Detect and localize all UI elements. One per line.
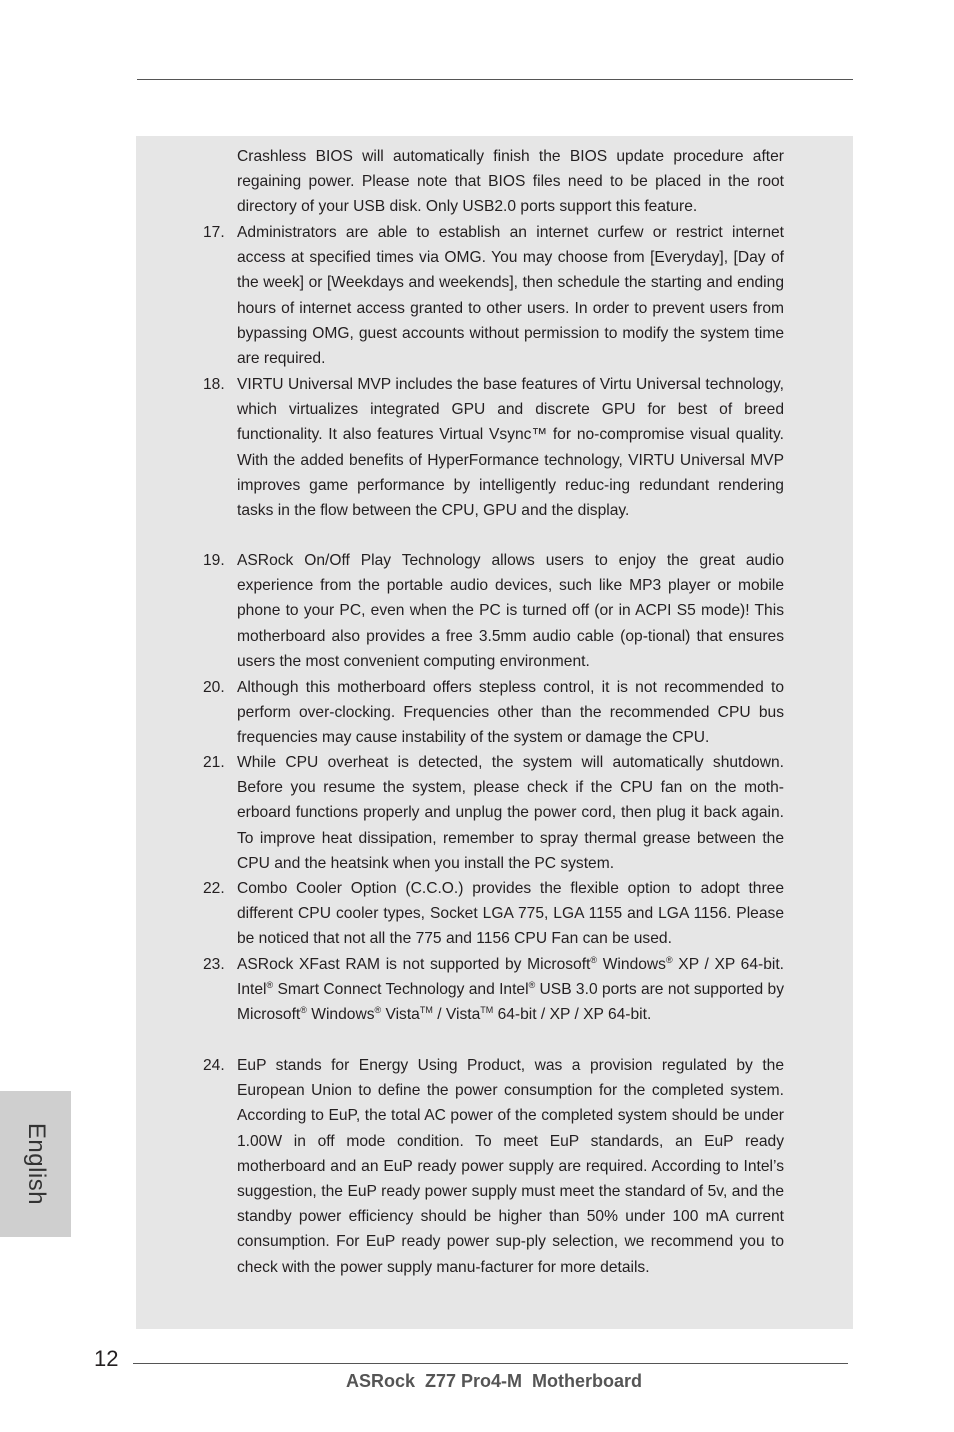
list-item-text-20: Although this motherboard offers stepless control, it is not recommended to perform over-clocking. Frequencies other than the recommended CPU bus frequencies may cause instability of the system or damage the CPU. (237, 679, 784, 747)
list-item-number-22: 22. (203, 880, 225, 897)
list-item-text-23: ASRock XFast RAM is not supported by Microsoft® Windows® XP / XP 64-bit. Intel® Smart Connect Technology and Intel® USB 3.0 ports are not supported by Microsoft® Windows® Vista™ / Vista™ 64-bit / XP / XP 64-bit. (237, 955, 785, 1024)
list-item-number-24: 24. (203, 1057, 225, 1074)
list-item-number-21: 21. (203, 754, 225, 771)
trademark-mark: TM (480, 1005, 494, 1016)
list-item-number-23: 23. (203, 956, 225, 973)
list-item-text-18: VIRTU Universal MVP includes the base features of Virtu Universal technology, which virtualizes integrated GPU and discrete GPU for best of breed functionality. It also features Virtual Vsync™ for no-compromise visual quality. With the added benefits of HyperFormance technology, VIRTU Universal MVP improves game performance by intelligently reduc-ing redundant rendering tasks in the flow between the CPU, GPU and the display. (237, 376, 784, 520)
header-rule (137, 79, 853, 80)
registered-mark: ® (590, 955, 598, 965)
list-item-number-17: 17. (203, 224, 225, 241)
list-item-number-20: 20. (203, 679, 225, 696)
list-item-text-21: While CPU overheat is detected, the system will automatically shutdown. Before you resume the system, please check if the CPU fan on the moth-erboard functions properly and unplug the power cord, then plug it back again. To improve heat dissipation, remember to spray thermal grease between the CPU and the heatsink when you install the PC system. (237, 754, 784, 872)
list-item-text-19: ASRock On/Off Play Technology allows users to enjoy the great audio experience from the portable audio devices, such like MP3 player or mobile phone to your PC, even when the PC is turned off (or in ACPI S5 mode)! This motherboard also provides a free 3.5mm audio cable (op-tional) that ensures users the most convenient computing environment. (237, 552, 784, 670)
list-item-text-16-continued: Crashless BIOS will automatically finish the BIOS update procedure after regaining power. Please note that BIOS files need to be placed in the root directory of your USB disk. Only USB2.0 ports support this feature. (237, 148, 784, 216)
list-item-text-22: Combo Cooler Option (C.C.O.) provides the flexible option to adopt three different CPU cooler types, Socket LGA 775, LGA 1155 and LGA 1156. Please be noticed that not all the 775 and 1156 CPU Fan can be used. (237, 880, 784, 948)
language-side-tab-label: English (22, 1122, 50, 1206)
registered-mark: ® (528, 980, 536, 991)
list-item-text-17: Administrators are able to establish an internet curfew or restrict internet access at specified times via OMG. You may choose from [Everyday], [Day of the week] or [Weekdays and weekends], then schedule the starting and ending hours of internet access granted to other users. In order to prevent users from bypassing OMG, guest accounts without permission to modify the system time are required. (237, 224, 784, 368)
language-side-tab (0, 1091, 71, 1237)
registered-mark: ® (665, 955, 673, 965)
registered-mark: ® (300, 1005, 307, 1016)
footer-title: ASRock Z77 Pro4-M Motherboard (346, 1371, 643, 1391)
list-item-text-24: EuP stands for Energy Using Product, was a provision regulated by the European Union to define the power consumption for the completed system. According to EuP, the total AC power of the completed system should be under 1.00W in off mode condition. To meet EuP standards, an EuP ready motherboard and an EuP ready power supply are required. According to Intel’s suggestion, the EuP ready power supply must meet the standard of 5v, and the standby power efficiency should be higher than 50% under 100 mA current consumption. For EuP ready power sup-ply selection, we recommend you to check with the power supply manu-facturer for more details. (237, 1057, 784, 1276)
footer-rule (133, 1363, 848, 1364)
registered-mark: ® (266, 980, 274, 991)
page-number: 12 (94, 1346, 119, 1371)
list-item-number-19: 19. (203, 552, 225, 569)
list-item-number-18: 18. (203, 376, 225, 393)
registered-mark: ® (374, 1005, 382, 1016)
trademark-mark: TM (419, 1005, 433, 1016)
